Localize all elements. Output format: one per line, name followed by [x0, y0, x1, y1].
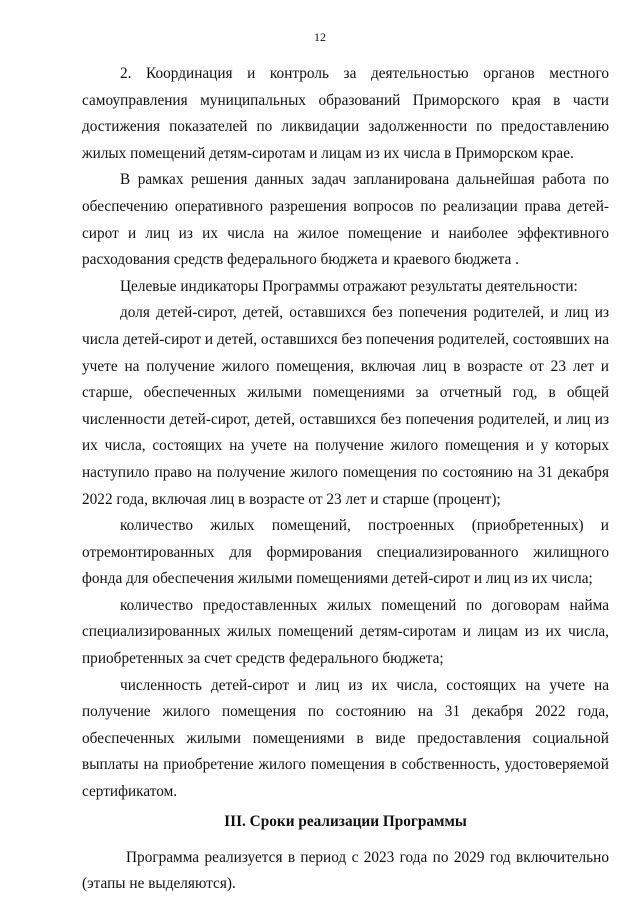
paragraph-indicators-intro: Целевые индикаторы Программы отражают результаты деятельности:	[120, 277, 578, 295]
paragraph-indicator-count-built: количество жилых помещений, построенных (приобретенных) и отремонтированных для формирования специализированного жилищного фонда для обеспечения жилыми помещениями детей-сирот и лиц из их числа;	[82, 517, 609, 588]
paragraph-indicator-share: доля детей-сирот, детей, оставшихся без попечения родителей, и лиц из числа детей-сирот и детей, оставшихся без попечения родителей, состоявших на учете на получение жилого помещения, включая лиц в возрасте от 23 лет и старше, обеспеченных жилыми помещениями за отчетный год, в общей численности детей-сирот, детей, оставшихся без попечения родителей, и лиц из их числа, состоящих на учете на получение жилого помещения и у которых наступило право на получение жилого помещения по состоянию на 31 декабря 2022 года, включая лиц в возрасте от 23 лет и старше (процент);	[82, 304, 609, 508]
paragraph-tasks: В рамках решения данных задач запланирована дальнейшая работа по обеспечению оперативного разрешения вопросов по реализации права детей-сирот и лиц из их числа на жилое помещение и наиболее эффективного расходования средств федерального бюджета и краевого бюджета .	[82, 171, 609, 269]
paragraph-indicator-count-provided: количество предоставленных жилых помещений по договорам найма специализированных жилых помещений детям-сиротам и лицам из их числа, приобретенных за счет средств федерального бюджета;	[82, 596, 609, 668]
paragraph-indicator-certificates: численность детей-сирот и лиц из их числа, состоящих на учете на получение жилого помещения по состоянию на 31 декабря 2022 года, обеспеченных жилыми помещениями в виде предоставления социальной выплаты на приобретение жилого помещения в собственность, удостоверяемой сертификатом.	[82, 676, 609, 801]
paragraph-program-period: Программа реализуется в период с 2023 года по 2029 год включительно (этапы не выделяются).	[82, 848, 609, 893]
page-number: 12	[314, 30, 326, 44]
document-body	[82, 61, 609, 898]
section-heading: III. Сроки реализации Программы	[224, 812, 467, 830]
paragraph-coordination: 2. Координация и контроль за деятельностью органов местного самоуправления муниципальных образований Приморского края в части достижения показателей по ликвидации задолженности по предоставлению жилых помещений детям-сиротам и лицам из их числа в Приморском крае.	[82, 65, 609, 162]
